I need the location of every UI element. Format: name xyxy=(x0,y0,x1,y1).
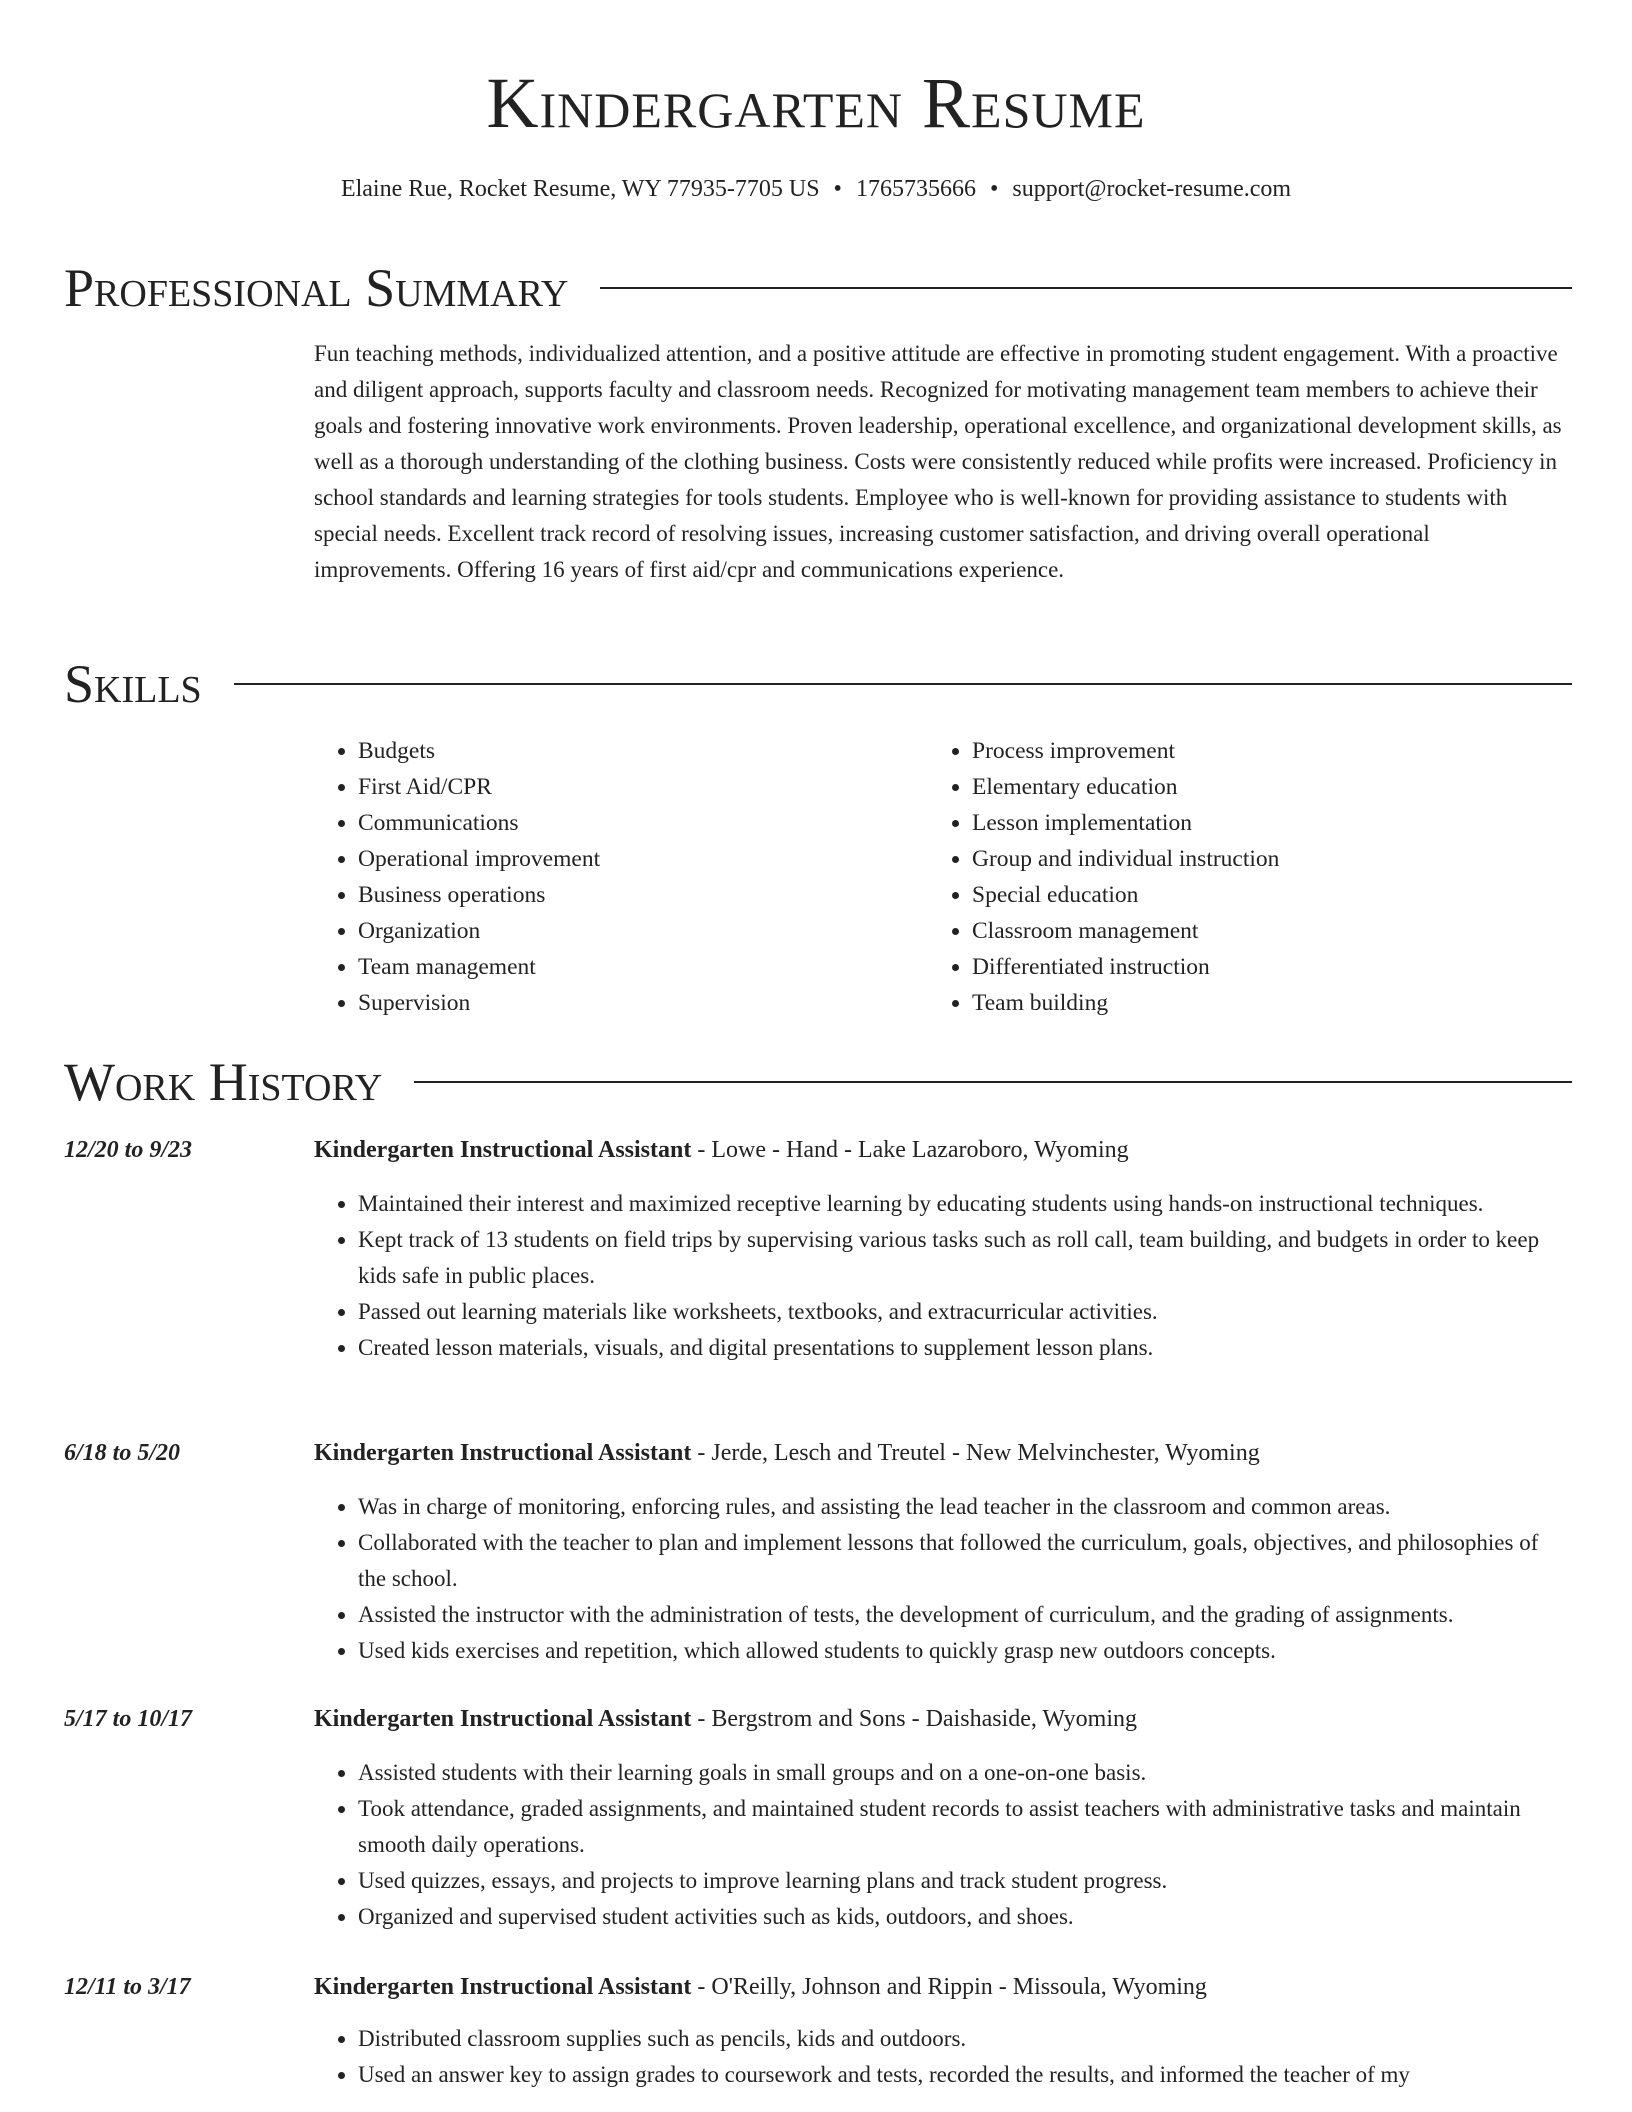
section-divider xyxy=(414,1081,1572,1083)
skill-item: • Special education xyxy=(972,877,1279,913)
job-dates: 12/11 to 3/17 xyxy=(64,1974,191,2000)
resume-title: Kindergarten Resume xyxy=(486,63,1146,143)
job-employer: - Bergstrom and Sons - Daishaside, Wyoming xyxy=(691,1706,1137,1732)
job-dates: 5/17 to 10/17 xyxy=(64,1706,193,1732)
job-title: Kindergarten Instructional Assistant xyxy=(314,1440,692,1466)
job-bullet: • Assisted students with their learning goals in small groups and on a one-on-one basis. xyxy=(358,1755,1572,1791)
job-bullet: • Created lesson materials, visuals, and digital presentations to supplement lesson plans. xyxy=(358,1330,1572,1366)
job-bullet: • Passed out learning materials like worksheets, textbooks, and extracurricular activities. xyxy=(358,1294,1572,1330)
skill-item: • Operational improvement xyxy=(358,841,600,877)
skill-item: • Group and individual instruction xyxy=(972,841,1279,877)
job-bullet: • Kept track of 13 students on field trips by supervising various tasks such as roll call, team building, and budgets in order to keep kids safe in public places. xyxy=(358,1222,1572,1294)
job-bullets xyxy=(314,1755,1572,1935)
skill-item: • Differentiated instruction xyxy=(972,949,1279,985)
skill-item: • Budgets xyxy=(358,733,600,769)
skill-item: • Organization xyxy=(358,913,600,949)
skill-item: • Communications xyxy=(358,805,600,841)
job-header xyxy=(314,1969,1207,2005)
job-bullet: • Collaborated with the teacher to plan and implement lessons that followed the curriculum, goals, objectives, and philosophies of the school. xyxy=(358,1525,1572,1597)
job-bullet: • Organized and supervised student activities such as kids, outdoors, and shoes. xyxy=(358,1899,1572,1935)
job-bullets xyxy=(314,1489,1572,1669)
job-header xyxy=(314,1701,1137,1737)
skill-item: • Classroom management xyxy=(972,913,1279,949)
skill-item: • Team building xyxy=(972,985,1279,1021)
job-bullet: • Maintained their interest and maximized receptive learning by educating students using hands-on instructional techniques. xyxy=(358,1186,1572,1222)
job-employer: - Jerde, Lesch and Treutel - New Melvinchester, Wyoming xyxy=(691,1440,1260,1466)
job-title: Kindergarten Instructional Assistant xyxy=(314,1706,692,1732)
skill-item: • Process improvement xyxy=(972,733,1279,769)
contact-address: Elaine Rue, Rocket Resume, WY 77935-7705 US xyxy=(340,176,820,202)
job-bullets xyxy=(314,2021,1572,2093)
job-bullet: • Distributed classroom supplies such as pencils, kids and outdoors. xyxy=(358,2021,1572,2057)
job-employer: - O'Reilly, Johnson and Rippin - Missoula, Wyoming xyxy=(691,1974,1207,2000)
job-dates: 6/18 to 5/20 xyxy=(64,1440,181,1466)
job-bullet: • Used kids exercises and repetition, which allowed students to quickly grasp new outdoors concepts. xyxy=(358,1633,1572,1669)
skills-list-left xyxy=(314,733,600,1021)
skills-section-header xyxy=(64,648,1572,720)
contact-separator: • xyxy=(833,176,842,202)
job-header xyxy=(314,1435,1260,1471)
skills-heading: Skills xyxy=(64,654,202,714)
job-bullets xyxy=(314,1186,1572,1366)
contact-separator: • xyxy=(989,176,999,202)
section-divider xyxy=(234,683,1572,685)
skill-item: • Business operations xyxy=(358,877,600,913)
job-employer: - Lowe - Hand - Lake Lazaroboro, Wyoming xyxy=(691,1137,1129,1163)
job-title: Kindergarten Instructional Assistant xyxy=(314,1137,692,1163)
summary-text: Fun teaching methods, individualized attention, and a positive attitude are effective in promoting student engagement. With a proactive and diligent approach, supports faculty and classroom needs. Recognized for motivating management team members to achieve their goals and fostering innovative work environments. Proven leadership, operational excellence, and organizational development skills, as well as a thorough understanding of the clothing business. Costs were consistently reduced while profits were increased. Proficiency in school standards and learning strategies for tools students. Employee who is well-known for providing assistance to students with special needs. Excellent track record of resolving issues, increasing customer satisfaction, and driving overall operational improvements. Offering 16 years of first aid/cpr and communications experience. xyxy=(314,341,1562,582)
skill-item: • Lesson implementation xyxy=(972,805,1279,841)
skill-item: • Elementary education xyxy=(972,769,1279,805)
contact-phone: 1765735666 xyxy=(855,176,976,202)
job-dates: 12/20 to 9/23 xyxy=(64,1137,193,1163)
job-bullet: • Took attendance, graded assignments, and maintained student records to assist teachers with administrative tasks and maintain smooth daily operations. xyxy=(358,1791,1572,1863)
work-heading: Work History xyxy=(64,1052,383,1112)
job-bullet: • Used an answer key to assign grades to coursework and tests, recorded the results, and informed the teacher of my xyxy=(358,2057,1572,2093)
section-divider xyxy=(600,287,1572,289)
skill-item: • First Aid/CPR xyxy=(358,769,600,805)
job-header xyxy=(314,1132,1129,1168)
job-bullet: • Assisted the instructor with the administration of tests, the development of curriculum, and the grading of assignments. xyxy=(358,1597,1572,1633)
work-section-header xyxy=(64,1046,1572,1118)
skill-item: • Supervision xyxy=(358,985,600,1021)
job-bullet: • Used quizzes, essays, and projects to improve learning plans and track student progress. xyxy=(358,1863,1572,1899)
job-bullet: • Was in charge of monitoring, enforcing rules, and assisting the lead teacher in the classroom and common areas. xyxy=(358,1489,1572,1525)
skills-list-right xyxy=(928,733,1279,1021)
contact-email: support@rocket-resume.com xyxy=(1012,176,1292,202)
skill-item: • Team management xyxy=(358,949,600,985)
summary-heading: Professional Summary xyxy=(64,258,569,318)
contact-line xyxy=(0,172,1632,206)
job-title: Kindergarten Instructional Assistant xyxy=(314,1974,692,2000)
summary-section-header xyxy=(64,252,1572,324)
